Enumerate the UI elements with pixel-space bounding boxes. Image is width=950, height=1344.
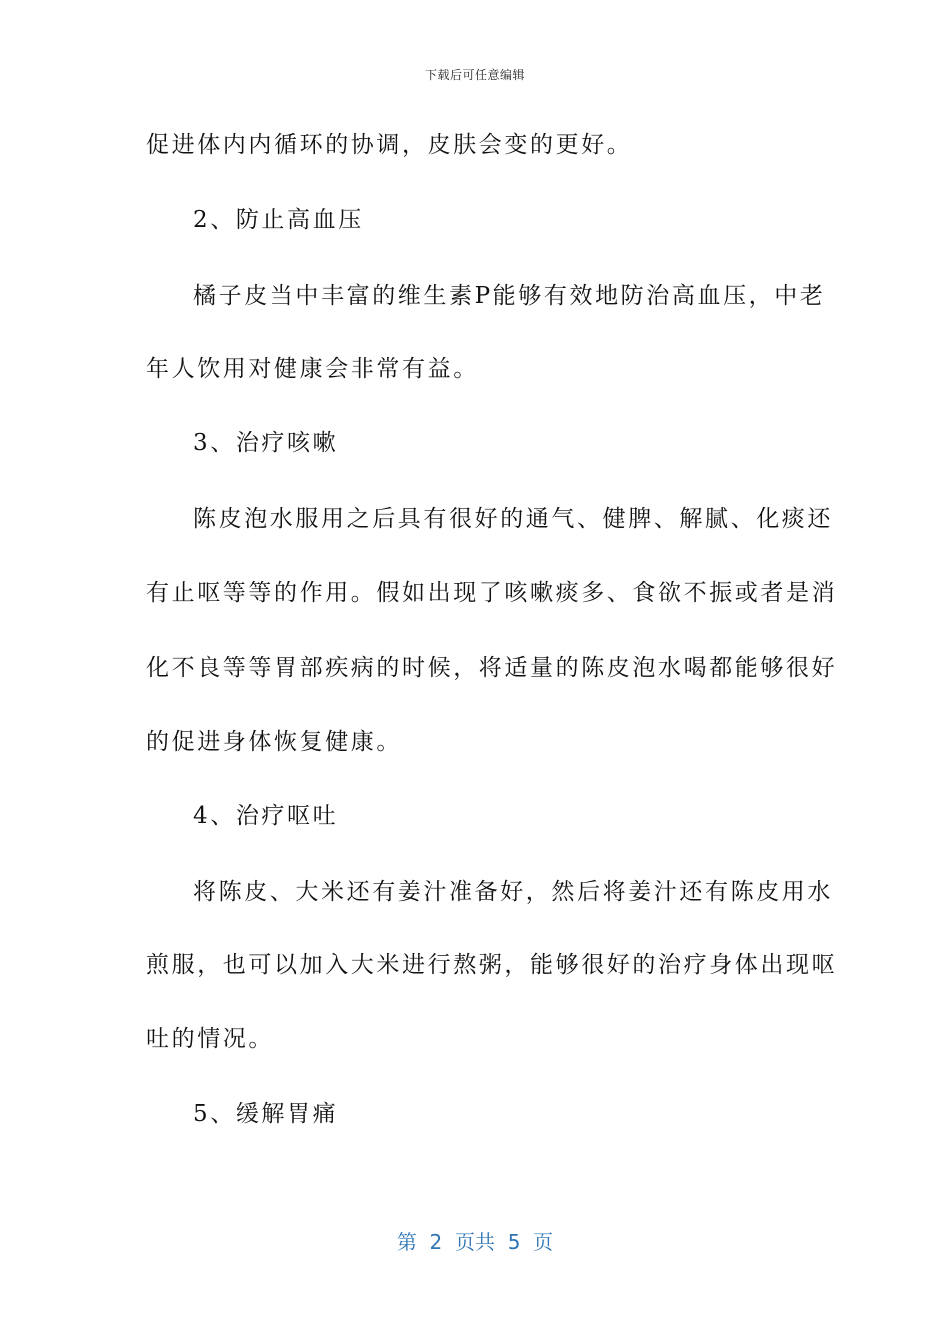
paragraph-line: 陈皮泡水服用之后具有很好的通气、健脾、解腻、化痰还 [193,506,833,532]
section-heading: 2、防止高血压 [193,207,364,233]
page-number-footer: 第 2 页共 5 页 [396,1230,554,1254]
paragraph-line: 有止呕等等的作用。假如出现了咳嗽痰多、食欲不振或者是消 [146,580,838,606]
section-heading: 3、治疗咳嗽 [193,430,339,456]
paragraph-line: 年人饮用对健康会非常有益。 [146,356,479,382]
paragraph-line: 的促进身体恢复健康。 [146,729,402,755]
paragraph-line: 化不良等等胃部疾病的时候，将适量的陈皮泡水喝都能够很好 [146,655,838,681]
section-heading: 5、缓解胃痛 [193,1101,339,1127]
page-header: 下载后可任意编辑 [424,68,525,82]
paragraph-line: 促进体内内循环的协调，皮肤会变的更好。 [146,132,633,158]
paragraph-line: 吐的情况。 [146,1026,274,1052]
paragraph-line: 橘子皮当中丰富的维生素P能够有效地防治高血压，中老 [193,283,826,309]
paragraph-line: 煎服，也可以加入大米进行熬粥，能够很好的治疗身体出现呕 [146,952,838,978]
paragraph-line: 将陈皮、大米还有姜汁准备好，然后将姜汁还有陈皮用水 [193,879,833,905]
section-heading: 4、治疗呕吐 [193,803,339,829]
